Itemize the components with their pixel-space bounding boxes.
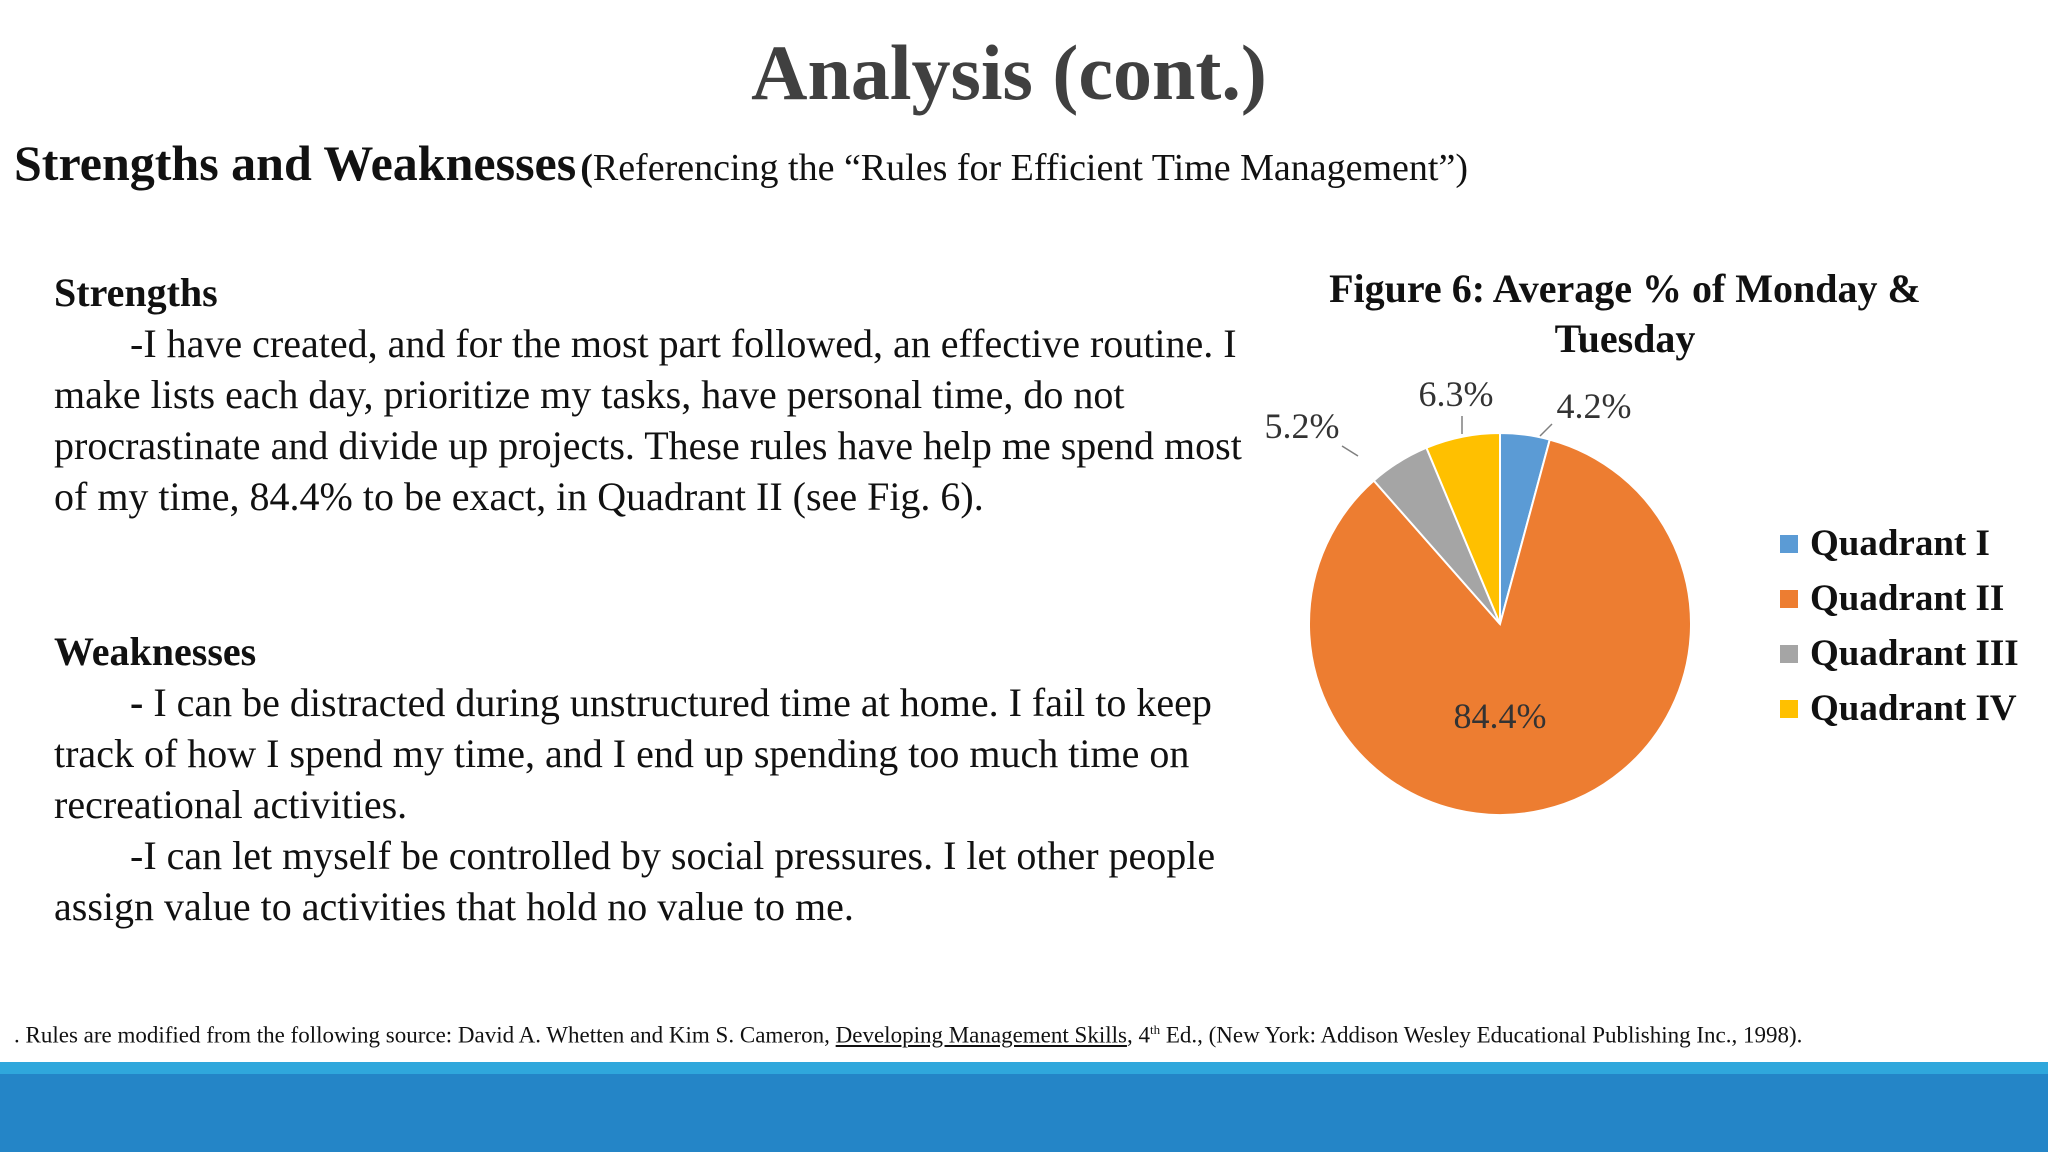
data-label-quadrant-4: 6.3% bbox=[1418, 374, 1494, 414]
legend-swatch bbox=[1780, 535, 1798, 553]
legend-item-quadrant-3 bbox=[1780, 626, 2019, 681]
data-label-quadrant-2: 84.4% bbox=[1453, 696, 1547, 736]
legend-label: Quadrant I bbox=[1810, 523, 1990, 564]
strengths-paragraph bbox=[54, 318, 1264, 522]
legend-swatch bbox=[1780, 590, 1798, 608]
legend-item-quadrant-4 bbox=[1780, 681, 2019, 736]
legend-label: Quadrant IV bbox=[1810, 688, 2017, 729]
data-label-quadrant-3: 5.2% bbox=[1264, 406, 1340, 446]
legend-swatch bbox=[1780, 645, 1798, 663]
legend-item-quadrant-1 bbox=[1780, 516, 2019, 571]
footnote-edition: , 4 bbox=[1126, 1022, 1150, 1048]
legend-item-quadrant-2 bbox=[1780, 571, 2019, 626]
strengths-body: -I have created, and for the most part followed, an effective routine. I make lists each day, prioritize my tasks, have personal time, do not procrastinate and divide up projects. These rules have help me spend most of my time, 84.4% to be exact, in Quadrant II (see Fig. 6). bbox=[54, 321, 1242, 519]
weakness-paragraph-2 bbox=[54, 830, 1264, 932]
leader-line-quadrant-1 bbox=[1540, 424, 1552, 436]
data-label-quadrant-1: 4.2% bbox=[1556, 386, 1632, 426]
footnote-prefix: . Rules are modified from the following source: David A. Whetten and Kim S. Cameron, bbox=[14, 1022, 836, 1048]
chart-legend bbox=[1780, 516, 2019, 736]
subtitle-main: Strengths and Weaknesses bbox=[14, 135, 577, 191]
chart-title: Figure 6: Average % of Monday & Tuesday bbox=[1329, 266, 1921, 361]
subtitle bbox=[14, 134, 1468, 192]
weakness-paragraph-1 bbox=[54, 677, 1264, 830]
weakness-item-2: -I can let myself be controlled by social pressures. I let other people assign value to activities that hold no value to me. bbox=[54, 833, 1216, 929]
strengths-section bbox=[54, 268, 1264, 522]
footer-bar bbox=[0, 1074, 2048, 1152]
weaknesses-section bbox=[54, 627, 1264, 932]
subtitle-reference: Referencing the “Rules for Efficient Time Management”) bbox=[592, 147, 1468, 189]
legend-swatch bbox=[1780, 700, 1798, 718]
legend-label: Quadrant III bbox=[1810, 633, 2019, 674]
subtitle-paren: ( bbox=[580, 147, 593, 189]
footnote-edition-sup: th bbox=[1149, 1022, 1161, 1037]
strengths-heading: Strengths bbox=[54, 270, 218, 315]
footnote-suffix: Ed., (New York: Addison Wesley Educational Publishing Inc., 1998). bbox=[1160, 1022, 1803, 1048]
weaknesses-heading: Weaknesses bbox=[54, 629, 257, 674]
legend-label: Quadrant II bbox=[1810, 578, 2005, 619]
footer-accent-line bbox=[0, 1062, 2048, 1074]
weakness-item-1: I can be distracted during unstructured time at home. I fail to keep track of how I spend my time, and I end up spending too much time on recreational activities. bbox=[54, 680, 1212, 827]
leader-line-quadrant-3 bbox=[1342, 446, 1358, 456]
footnote bbox=[14, 1022, 1802, 1049]
slide-title: Analysis (cont.) bbox=[751, 29, 1267, 116]
footnote-book-title: Developing Management Skills bbox=[835, 1022, 1127, 1048]
weakness-dash: - bbox=[130, 680, 144, 725]
